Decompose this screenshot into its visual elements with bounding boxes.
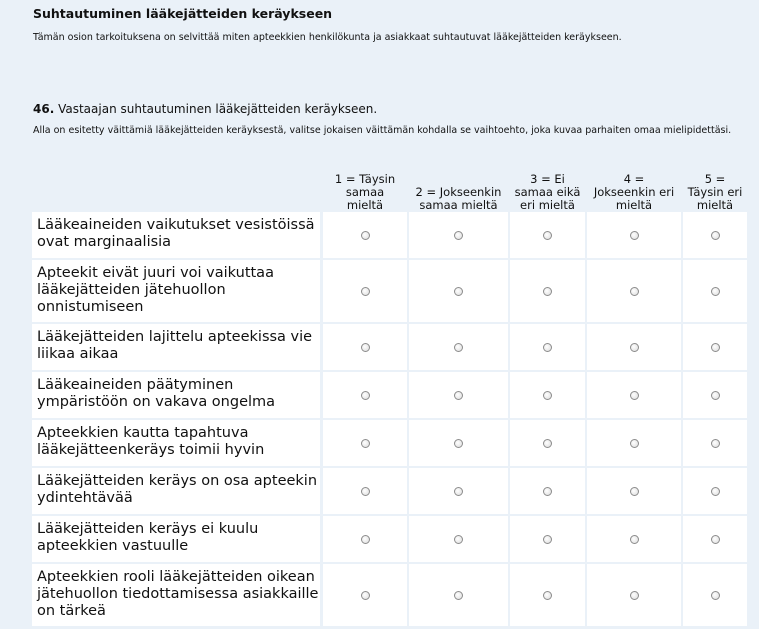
radio-button[interactable] — [361, 487, 370, 496]
radio-button[interactable] — [543, 231, 552, 240]
option-cell-1[interactable] — [323, 212, 407, 258]
option-cell-4[interactable] — [587, 564, 681, 626]
column-header-2: 2 = Jokseenkin samaa mieltä — [415, 185, 502, 212]
radio-button[interactable] — [630, 591, 639, 600]
option-cell-5[interactable] — [683, 468, 747, 514]
option-cell-3[interactable] — [510, 260, 585, 322]
column-header-3: 3 = Ei samaa eikä eri mieltä — [514, 172, 581, 212]
option-cell-5[interactable] — [683, 420, 747, 466]
question-title — [33, 102, 377, 116]
option-cell-3[interactable] — [510, 564, 585, 626]
radio-button[interactable] — [454, 487, 463, 496]
option-cell-2[interactable] — [409, 516, 508, 562]
option-cell-1[interactable] — [323, 260, 407, 322]
option-cell-3[interactable] — [510, 516, 585, 562]
column-header-4: 4 = Jokseenkin eri mieltä — [593, 172, 675, 212]
option-cell-4[interactable] — [587, 516, 681, 562]
radio-button[interactable] — [711, 391, 720, 400]
question-instructions: Alla on esitetty väittämiä lääkejätteiden keräyksestä, valitse jokaisen väittämän kohdalla se vaihtoehto, joka kuvaa parhaiten omaa mielipidettäsi. — [33, 125, 732, 136]
statement-label: Lääkejätteiden lajittelu apteekissa vie liikaa aikaa — [32, 324, 320, 370]
radio-button[interactable] — [543, 391, 552, 400]
radio-button[interactable] — [361, 231, 370, 240]
radio-button[interactable] — [630, 535, 639, 544]
option-cell-1[interactable] — [323, 564, 407, 626]
matrix-row-7 — [32, 516, 747, 562]
radio-button[interactable] — [711, 535, 720, 544]
radio-button[interactable] — [361, 591, 370, 600]
option-cell-4[interactable] — [587, 324, 681, 370]
statement-label: Lääkejätteiden keräys on osa apteekin ydintehtävää — [32, 468, 320, 514]
matrix-row-8 — [32, 564, 747, 626]
radio-button[interactable] — [361, 287, 370, 296]
statement-label: Apteekkien rooli lääkejätteiden oikean jätehuollon tiedottamisessa asiakkaille on tärkeä — [32, 564, 320, 626]
option-cell-2[interactable] — [409, 564, 508, 626]
matrix-row-1 — [32, 212, 747, 258]
option-cell-5[interactable] — [683, 564, 747, 626]
radio-button[interactable] — [361, 535, 370, 544]
option-cell-4[interactable] — [587, 260, 681, 322]
radio-button[interactable] — [543, 535, 552, 544]
radio-button[interactable] — [630, 343, 639, 352]
option-cell-3[interactable] — [510, 212, 585, 258]
radio-button[interactable] — [454, 391, 463, 400]
matrix-row-5 — [32, 420, 747, 466]
radio-button[interactable] — [543, 591, 552, 600]
option-cell-3[interactable] — [510, 324, 585, 370]
option-cell-5[interactable] — [683, 260, 747, 322]
matrix-row-2 — [32, 260, 747, 322]
column-header-5: 5 = Täysin eri mieltä — [687, 172, 743, 212]
option-cell-4[interactable] — [587, 212, 681, 258]
radio-button[interactable] — [543, 343, 552, 352]
radio-button[interactable] — [454, 231, 463, 240]
radio-button[interactable] — [630, 439, 639, 448]
option-cell-3[interactable] — [510, 468, 585, 514]
option-cell-2[interactable] — [409, 260, 508, 322]
radio-button[interactable] — [454, 591, 463, 600]
option-cell-5[interactable] — [683, 516, 747, 562]
radio-button[interactable] — [630, 487, 639, 496]
radio-button[interactable] — [711, 487, 720, 496]
option-cell-2[interactable] — [409, 372, 508, 418]
radio-button[interactable] — [630, 287, 639, 296]
option-cell-2[interactable] — [409, 420, 508, 466]
option-cell-5[interactable] — [683, 372, 747, 418]
option-cell-2[interactable] — [409, 212, 508, 258]
option-cell-1[interactable] — [323, 468, 407, 514]
option-cell-1[interactable] — [323, 420, 407, 466]
option-cell-4[interactable] — [587, 468, 681, 514]
radio-button[interactable] — [454, 439, 463, 448]
option-cell-2[interactable] — [409, 324, 508, 370]
radio-button[interactable] — [543, 487, 552, 496]
radio-button[interactable] — [711, 439, 720, 448]
column-header-1: 1 = Täysin samaa mieltä — [334, 172, 396, 212]
matrix-row-6 — [32, 468, 747, 514]
radio-button[interactable] — [711, 343, 720, 352]
radio-button[interactable] — [454, 343, 463, 352]
question-number: 46. — [33, 102, 55, 116]
radio-button[interactable] — [361, 391, 370, 400]
option-cell-4[interactable] — [587, 420, 681, 466]
option-cell-2[interactable] — [409, 468, 508, 514]
option-cell-4[interactable] — [587, 372, 681, 418]
matrix-row-3 — [32, 324, 747, 370]
option-cell-3[interactable] — [510, 420, 585, 466]
radio-button[interactable] — [454, 535, 463, 544]
matrix-row-4 — [32, 372, 747, 418]
question-text: Vastaajan suhtautuminen lääkejätteiden keräykseen. — [58, 102, 378, 116]
section-title: Suhtautuminen lääkejätteiden keräykseen — [33, 6, 333, 21]
statement-label: Apteekkien kautta tapahtuva lääkejätteenkeräys toimii hyvin — [32, 420, 320, 466]
statement-label: Lääkejätteiden keräys ei kuulu apteekkien vastuulle — [32, 516, 320, 562]
option-cell-1[interactable] — [323, 324, 407, 370]
section-description: Tämän osion tarkoituksena on selvittää miten apteekkien henkilökunta ja asiakkaat suhtautuvat lääkejätteiden keräykseen. — [33, 32, 622, 43]
radio-button[interactable] — [630, 231, 639, 240]
option-cell-1[interactable] — [323, 516, 407, 562]
radio-button[interactable] — [454, 287, 463, 296]
radio-button[interactable] — [361, 439, 370, 448]
option-cell-1[interactable] — [323, 372, 407, 418]
statement-label: Lääkeaineiden päätyminen ympäristöön on vakava ongelma — [32, 372, 320, 418]
radio-button[interactable] — [711, 287, 720, 296]
statement-label: Lääkeaineiden vaikutukset vesistöissä ovat marginaalisia — [32, 212, 320, 258]
radio-button[interactable] — [711, 231, 720, 240]
radio-button[interactable] — [543, 439, 552, 448]
radio-button[interactable] — [361, 343, 370, 352]
option-cell-5[interactable] — [683, 212, 747, 258]
radio-button[interactable] — [630, 391, 639, 400]
radio-button[interactable] — [711, 591, 720, 600]
radio-button[interactable] — [543, 287, 552, 296]
statement-label: Apteekit eivät juuri voi vaikuttaa lääkejätteiden jätehuollon onnistumiseen — [32, 260, 320, 322]
option-cell-5[interactable] — [683, 324, 747, 370]
option-cell-3[interactable] — [510, 372, 585, 418]
